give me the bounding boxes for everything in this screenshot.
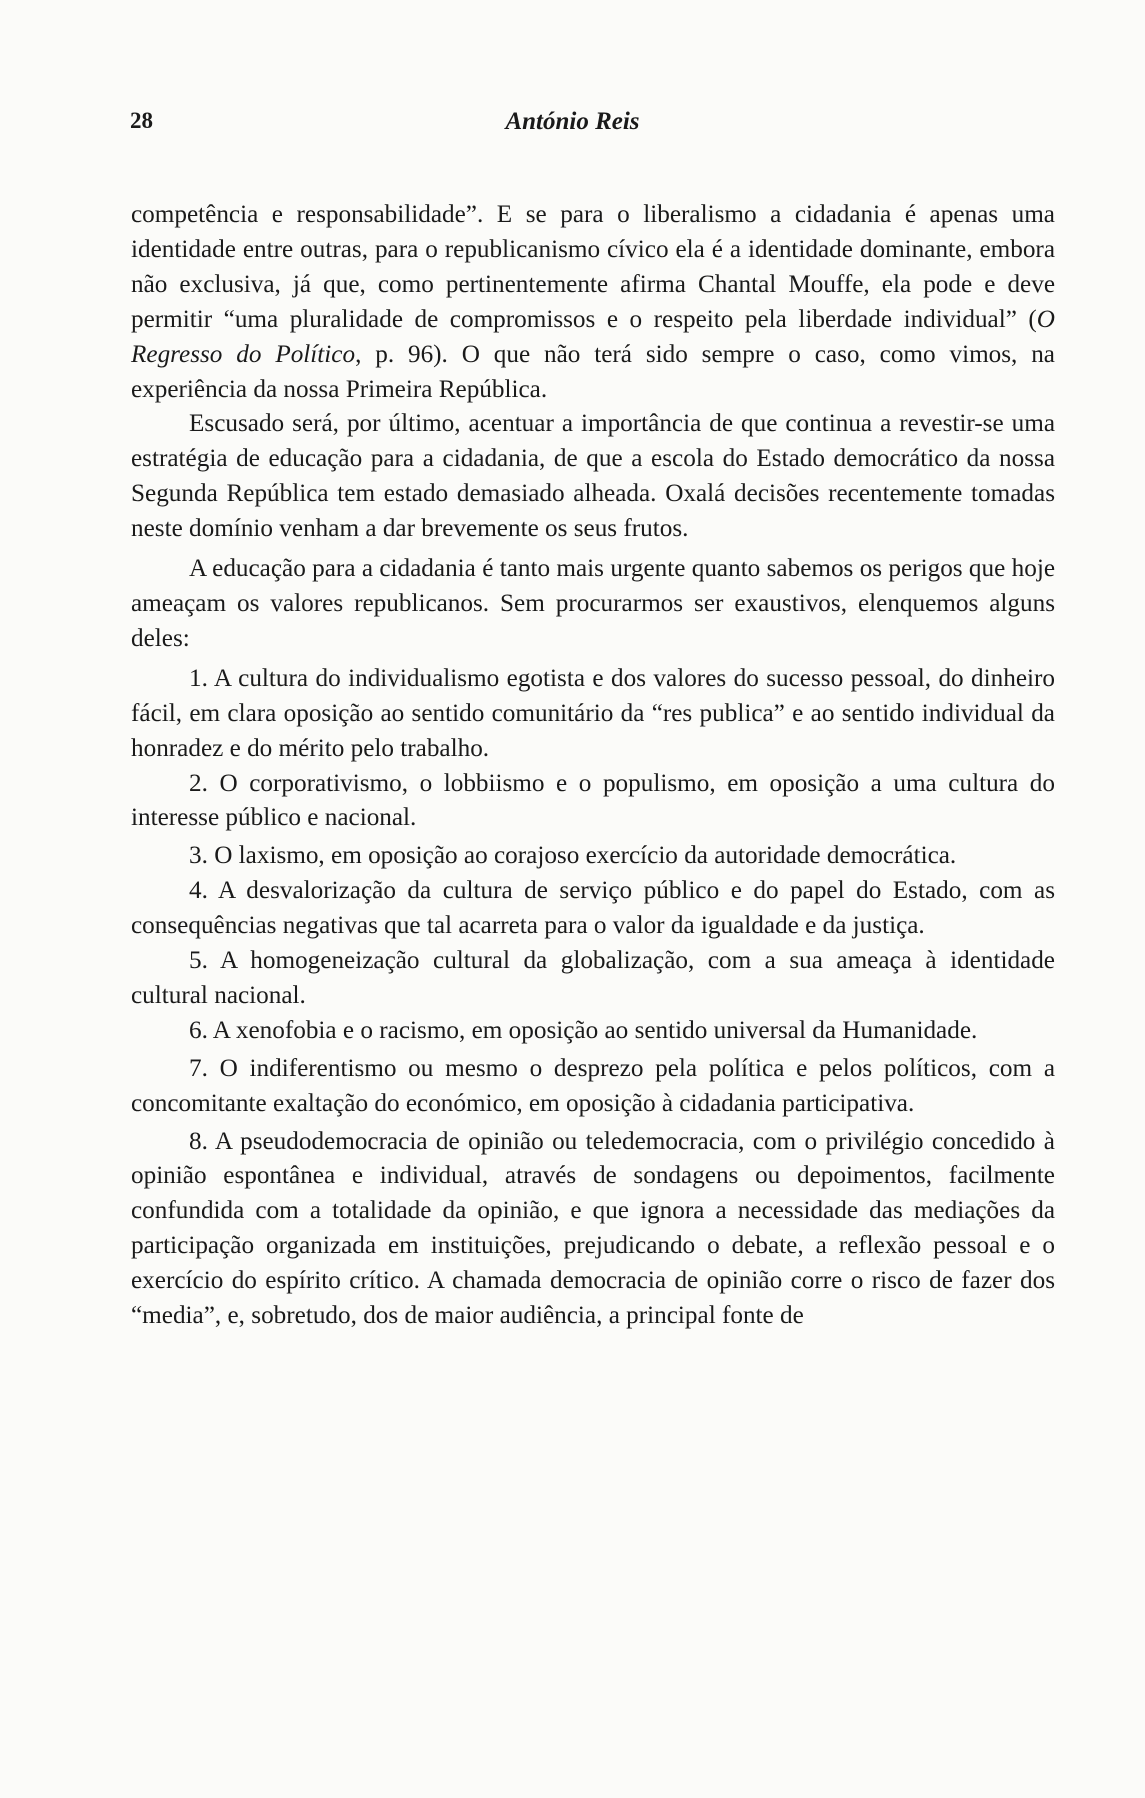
running-head: António Reis	[505, 108, 640, 135]
page-header	[130, 100, 1015, 140]
paragraph-1-text-a: competência e responsabilidade”. E se para o liberalismo a cidadania é apenas uma identidade entre outras, para o republicanismo cívico ela é a identidade dominante, embora não exclusiva, já que, como pertinentemente afirma Chantal Mouffe, ela pode e deve permitir “uma pluralidade de compromissos e o respeito pela liberdade individual” (	[131, 201, 1055, 333]
list-item-8: 8. A pseudodemocracia de opinião ou teledemocracia, com o privilégio concedido à opinião espontânea e individual, através de sondagens ou depoimentos, facilmente confundida com a totalidade da opinião, e que ignora a necessidade das mediações da participação organizada em instituições, prejudicando o debate, a reflexão pessoal e o exercício do espírito crítico. A chamada democracia de opinião corre o risco de fazer dos “media”, e, sobretudo, dos de maior audiência, a principal fonte de	[131, 1127, 1055, 1330]
page-number: 28	[130, 108, 153, 133]
list-item-4: 4. A desvalorização da cultura de serviço público e do papel do Estado, com as consequências negativas que tal acarreta para o valor da igualdade e da justiça.	[131, 877, 1055, 940]
body-text	[131, 198, 1055, 1334]
paragraph-2: Escusado será, por último, acentuar a importância de que continua a revestir-se uma estratégia de educação para a cidadania, de que a escola do Estado democrático da nossa Segunda República tem estado demasiado alheada. Oxalá decisões recentemente tomadas neste domínio venham a dar brevemente os seus frutos.	[131, 410, 1055, 543]
paragraph-3: A educação para a cidadania é tanto mais urgente quanto sabemos os perigos que hoje ameaçam os valores republicanos. Sem procurarmos ser exaustivos, elenquemos alguns deles:	[131, 555, 1055, 652]
list-item-5: 5. A homogeneização cultural da globalização, com a sua ameaça à identidade cultural nacional.	[131, 947, 1055, 1009]
list-item-2: 2. O corporativismo, o lobbiismo e o populismo, em oposição a uma cultura do interesse público e nacional.	[131, 769, 1055, 832]
list-item-3: 3. O laxismo, em oposição ao corajoso exercício da autoridade democrática.	[189, 842, 957, 870]
paragraph-1-text-b: , p. 96). O que não terá sido sempre o caso, como vimos, na experiência da nossa Primeira República.	[131, 340, 1055, 403]
cited-book-title: O Regresso do Político	[131, 305, 1055, 368]
list-item-1: 1. A cultura do individualismo egotista e dos valores do sucesso pessoal, do dinheiro fácil, em clara oposição ao sentido comunitário da “res publica” e ao sentido individual da honradez e do mérito pelo trabalho.	[131, 664, 1055, 762]
list-item-7: 7. O indiferentismo ou mesmo o desprezo pela política e pelos políticos, com a concomitante exaltação do económico, em oposição à cidadania participativa.	[131, 1054, 1055, 1117]
list-item-6: 6. A xenofobia e o racismo, em oposição ao sentido universal da Humanidade.	[189, 1016, 978, 1044]
paragraph-1	[131, 198, 1055, 407]
